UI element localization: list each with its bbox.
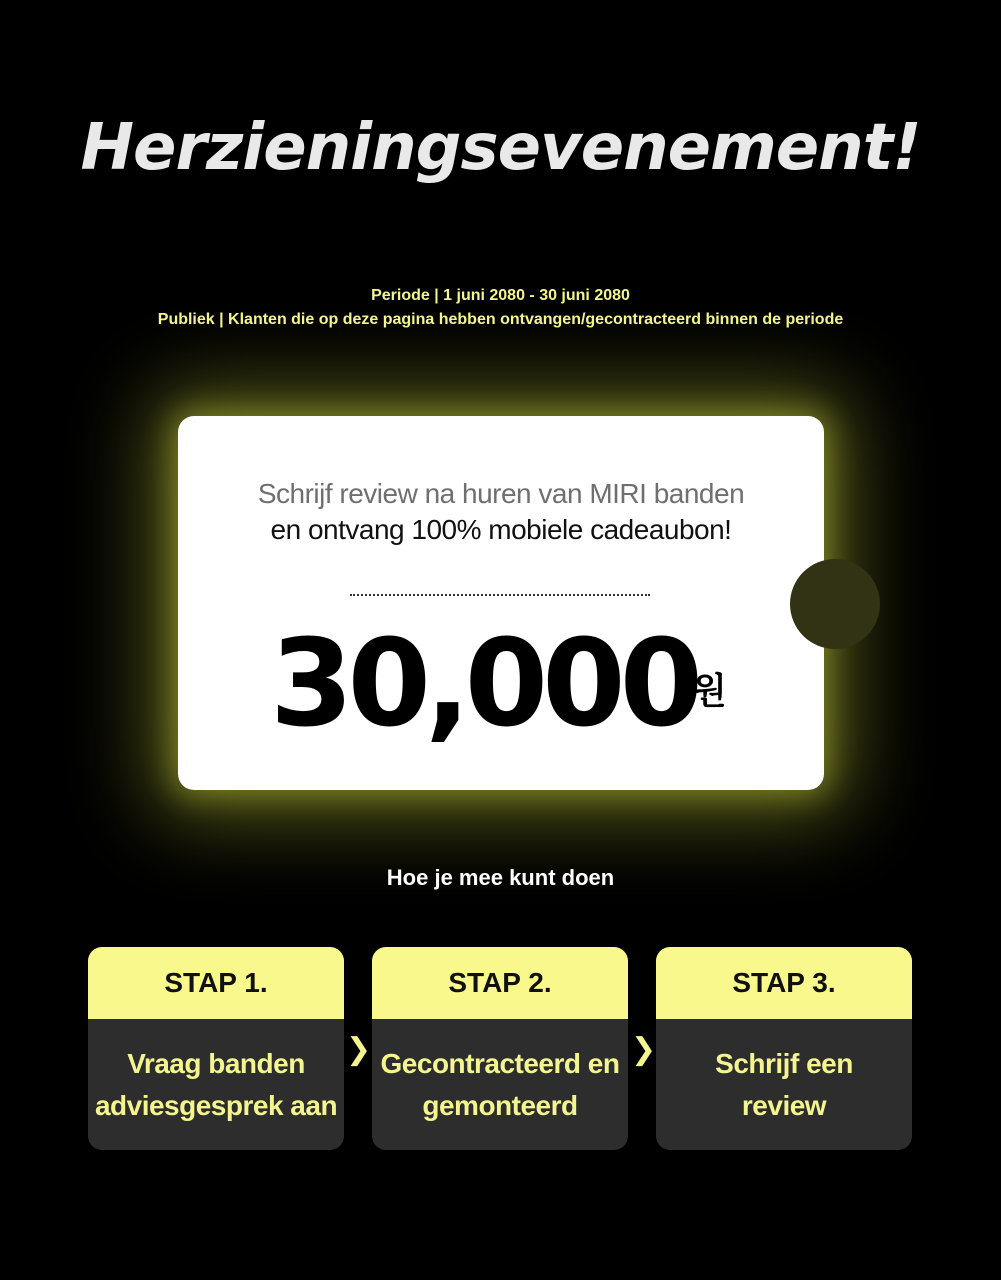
step-1-label: STAP 1. <box>88 947 344 1019</box>
step-3-body <box>656 1019 912 1150</box>
step-1-body <box>88 1019 344 1150</box>
coupon-divider <box>350 594 650 596</box>
coupon-notch <box>790 559 880 649</box>
page-title: Herzieningsevenement! <box>80 111 921 185</box>
step-card-2 <box>372 947 628 1150</box>
step-1-text: Vraag banden adviesgesprek aan <box>94 1047 338 1121</box>
step-3-label: STAP 3. <box>656 947 912 1019</box>
coupon-description-line2: en ontvang 100% mobiele cadeaubon! <box>270 514 732 545</box>
event-audience: Publiek | Klanten die op deze pagina hebben ontvangen/gecontracteerd binnen de periode <box>157 311 844 328</box>
chevron-right-icon: ❯ <box>346 1033 372 1066</box>
step-card-1 <box>88 947 344 1150</box>
coupon-amount: 30,000 <box>270 615 698 754</box>
coupon-currency: 원 <box>692 671 727 712</box>
step-3-text: Schrijf een review <box>715 1047 853 1121</box>
coupon-description-line1: Schrijf review na huren van MIRI banden <box>257 478 745 509</box>
step-2-body <box>372 1019 628 1150</box>
step-card-3 <box>656 947 912 1150</box>
step-2-label: STAP 2. <box>372 947 628 1019</box>
step-2-text: Gecontracteerd en gemonteerd <box>380 1047 620 1121</box>
event-period: Periode | 1 juni 2080 - 30 juni 2080 <box>371 287 630 304</box>
howto-heading: Hoe je mee kunt doen <box>386 865 615 890</box>
chevron-right-icon: ❯ <box>631 1033 657 1066</box>
